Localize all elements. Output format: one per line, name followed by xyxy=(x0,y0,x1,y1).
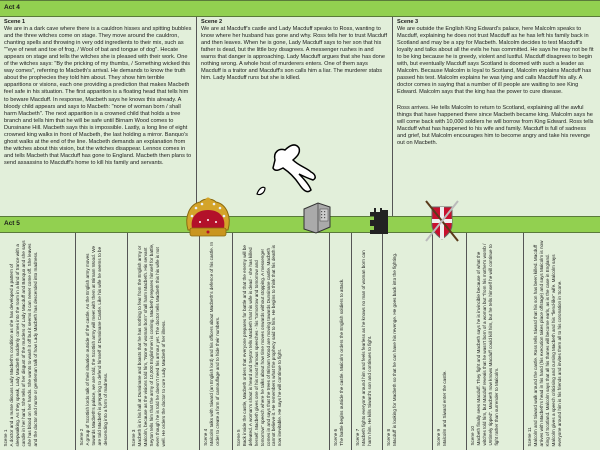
act4-scene3-cell xyxy=(393,17,600,216)
act4-scene3-text2: Ross arrives. He tells Malcolm to return to Scotland, explaining all the awful things that have happened there since Macbeth became king. Malcolm says he will come back with 10,000 soldiers he will borrow from King Edward. Ross tells Macduff what has happened to his wife and family. Macduff is full of sadness and grief, but Malcolm encourages him to become angry and take his revenge out on Macbeth. xyxy=(397,104,594,146)
act5-scene2-text: A group of Scottish lords talk of their situation outside of the castle. As the English army moves towards Macbeth's palace, we are told, the Scottish army will meet with them at Birnam Wood. We are told Macbeth is preparing to defend himself at Dunsinane Castle. Like his wife he seems to be descending into a form of madness. xyxy=(84,246,108,446)
act5-scene5-title: Scene 5 xyxy=(236,429,241,446)
act5-scene10-cell xyxy=(467,233,524,450)
act4-scene2-title: Scene 2 xyxy=(201,19,223,25)
helmet-icon xyxy=(300,201,334,235)
act5-scene6-cell xyxy=(330,233,352,450)
act5-scene9-text: Malcolm and Siward enter the castle. xyxy=(441,370,447,446)
act5-scene8-text: Macduff is looking for Macbeth so that he can have his revenge. He goes back into the fighting. xyxy=(391,253,397,446)
act4-scene1-text: We are in a dark cave where there is a cauldron hisses and spitting bubbles and the three witches come on stage. They move around the cauldron, chanting spells and throwing in very odd ingredients to their mix, such as ""eye of newt and toe of frog, / Wool of bat and tongue of dog". Hecate appears on stage and tells the witches she is pleased with their work. One of the witches says: "By the pricking of my thumbs, / Something wicked this way comes", referring to Macbeth's arrival. He demands to know the truth about the prophecies they told him about. They show him terrible apparitions or visions, each one providing a prediction that makes Macbeth feel safe in his situation. The first apparition is a floating head that tells him to beware Macduff. In response, Macbeth says he knows this already. A bloody child appears and says to Macbeth: "none of woman born / shall harm Macbeth". The next apparition is a crowned child that holds a tree branch and tells him that he will be safe until Birnam Wood comes to Dunsinane Hill. Macbeth says this is impossible. Lastly, a long line of eight crowned king walks in front of Macbeth, the last holding a mirror. Banquo's ghost walks at the end of the line. Macbeth demands an explanation from the witches about this vision, but the witches disappear. Lennox comes in and tells Macbeth that Macduff has gone to England. Macbeth then plans to send assassins to Macduff's home to kill his family and servants. xyxy=(4,26,192,166)
act4-scene3-text: We are outside the English King Edward's palace, here Malcolm speaks to Macduff, explaining he does not trust Macduff as he has left his family back in Scotland and may be a spy for Macbeth. Malcolm decides to test Macduff's loyalty and talks about all the evils he has committed. He says he may not be fit to be king because he is greedy, violent and lustful. Macduff disagrees to begin with, but eventually Macduff says Scotland is doomed with such a leader as Malcolm. Because Malcolm is loyal to Scotland, Malcolm explains Macduff has passed his test. Malcolm explains he was lying and calls Macduff his ally. A doctor comes in saying that a number of ill people are waiting to see King Edward. Malcolm says that the king has the power to cure disease. xyxy=(397,26,594,96)
act5-scene1-text: A doctor and a nurse discuss Lady Macbeth's condition as she has developed a pattern of sleepwalking. As they speak, Lady Macbeth suddenly comes into the room in a kind of trance with a candle in her hand. She tells of her disgust of the murders of Lady Macduff and Banquo and she says she has blood on her hands. She wants to wash it off but it seems it can never come off. She leaves and the doctor and nurse or gentleman talk of how Lady Macbeth has descended into madness. xyxy=(8,240,38,446)
act5-scene9-title: Scene 9 xyxy=(436,429,441,446)
act5-scene3-text: Macbeth is in his hall at Dunsinane and boasts that he has nothing to fear from the English army or Malcolm, because as the visions told him, "None of woman born" shall harm Macbeth. His servant Seyton tells him that the army of 10,000 Englishmen is coming. Macbeth prepares himself for battle, even though he is told he doesn't need his armour yet. The doctor tells Macbeth this his wife is not well. He orders the doctor to cure Lady Macbeth of her illness. xyxy=(136,243,166,446)
castle-icon xyxy=(368,206,390,234)
shield-swords-icon xyxy=(422,199,462,243)
act5-title: Act 5 xyxy=(4,220,20,227)
crown-icon xyxy=(178,196,238,246)
act5-scene10-title: Scene 10 xyxy=(470,426,475,446)
act4-scene3-title: Scene 3 xyxy=(397,19,419,25)
act5-scene1-cell xyxy=(0,233,76,450)
act5-scene6-text: The battle begins outside the castle. Malcolm orders the English soldiers to attack. xyxy=(338,278,344,446)
act5-scene5-cell xyxy=(233,233,330,450)
act5-scene2-cell xyxy=(76,233,128,450)
act5-scene8-cell xyxy=(383,233,433,450)
act4-title: Act 4 xyxy=(4,4,20,11)
act4-scene2-text: We are at Macduff's castle and Lady Macduff speaks to Ross, wanting to know where her husband has gone and why. Ross tells her to trust Macduff and then leaves. When he is gone, Lady Macduff says to her son that his father is dead, but the little boy disagrees. A messenger rushes in and warns that danger is approaching. Lady Macduff argues that she has done nothing wrong. A whole host of murderers enters. One of them says Macduff is a traitor and Macduff's son calls him a liar. The murderer stabs him. Lady Macduff runs but she is killed. xyxy=(201,26,388,82)
act5-scene11-text: Malcolm and Siward walk around the castle. Ross tells Siward that his son has been killed. Macduff arrives with Macbeth's head in his hand (his execution takes place offstage) and says Malcolm is now King of Scotland. Malcolm says that all his thanes will become earls, as is the case in England. Malcolm gives a speech criticising and cursing Macbeth and his "fiend-like" wife. Malcolm says everyone around him is his friends and invites them all to his coronation in Scone. xyxy=(532,240,562,446)
act5-scene3-title: Scene 3 xyxy=(131,429,136,446)
act5-scene6-title: Scene 6 xyxy=(333,429,338,446)
act5-scene1-title: Scene 1 xyxy=(3,429,8,446)
act4-header xyxy=(0,0,600,17)
act4-scene1-title: Scene 1 xyxy=(4,19,26,25)
act5-scene9-cell xyxy=(433,233,467,450)
act5-scene7-title: Scene 7 xyxy=(355,429,360,446)
act5-scene2-title: Scene 2 xyxy=(79,429,84,446)
act5-scene7-text: Macbeth fights everyone around him and feels fearless as he knows no man of woman born can harm him. He kills Siward's son and continues to fight. xyxy=(360,250,372,446)
chalk-outline-icon xyxy=(255,138,330,198)
act5-scene4-title: Scene 4 xyxy=(203,429,208,446)
act5-scene3-cell xyxy=(128,233,200,450)
act4-scene1-cell xyxy=(0,17,197,216)
act5-scene5-text: Back inside the castle, Macbeth orders that everyone prepares for battle and that the enemy will be defeated. A woman's shout is heard and Seyton tells Macbeth that his wife is dead - she has killed herself. Macbeth gives one of his most famous speeches - his "tomorrow and tomorrow and tomorrow" speech where he talks about how time moves onwards without stopping. A messenger comes in and says that the trees of Birnam Wood are moving towards Dunsinane castle. Macbeth cannot believe it. He remembers what the prophecy said to him. He begins to think that his death is now inevitable. He says he will continue to fight. xyxy=(241,244,283,446)
act5-scene10-text: Macbeth finally sees Macduff. They fight and Macbeth says he is invincible because of what the witches told him, but Macduff reveals that he wasn't born of a woman but "from his mother's womb / Untimely ripped". Macbeth now knows Macduff could kill him, but he tells himself he will continue to fight rather than surrender to Malcolm. xyxy=(475,244,499,446)
act5-scene11-title: Scene 11 xyxy=(527,426,532,446)
act5-scene4-cell xyxy=(200,233,233,450)
act5-scene8-title: Scene 8 xyxy=(386,429,391,446)
act5-scene7-cell xyxy=(352,233,383,450)
act5-scene11-cell xyxy=(524,233,600,450)
act5-scene4-text: Malcolm talks with Siward (an English lord) and his officers about Macbeth's defence of his castle. In order to create a form of camouflage and to hide their numbers. xyxy=(208,242,220,446)
